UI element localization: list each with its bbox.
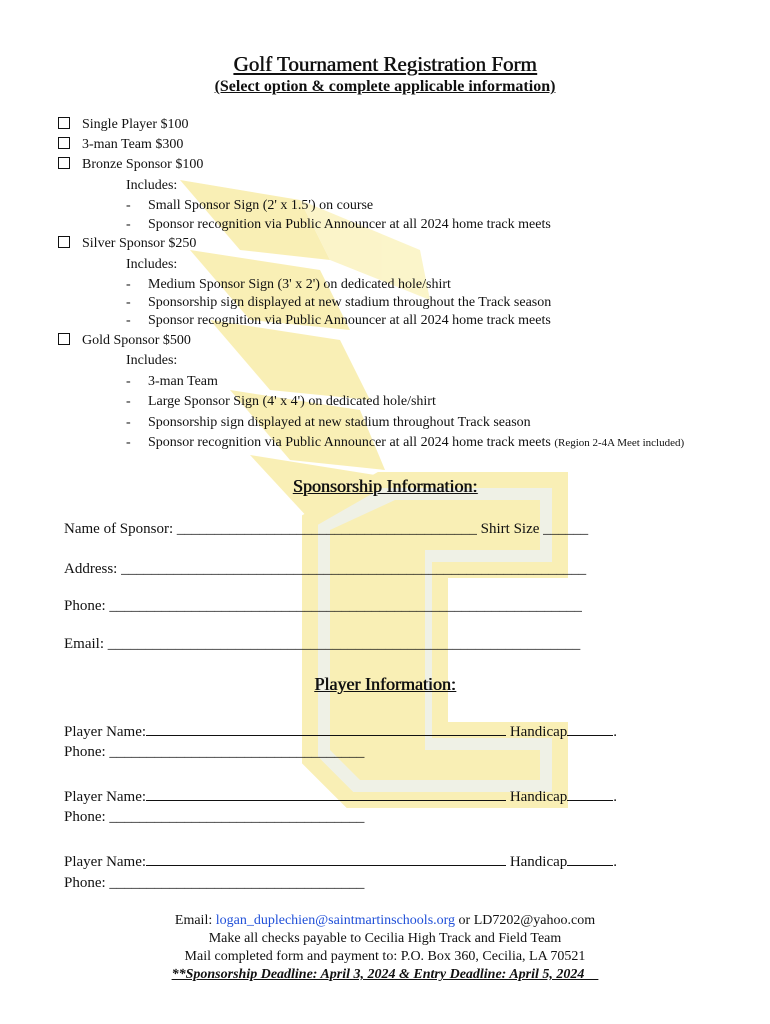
- checkbox-gold-sponsor[interactable]: [58, 333, 70, 345]
- includes-label: Includes:: [126, 257, 178, 272]
- sponsor-phone-field[interactable]: Phone: _______________________________________________________________: [64, 598, 582, 614]
- checkbox-silver-sponsor[interactable]: [58, 236, 70, 248]
- player-phone-field-2[interactable]: Phone: __________________________________: [64, 809, 365, 825]
- list-item: - Large Sponsor Sign (4' x 4') on dedicated hole/shirt: [126, 394, 436, 409]
- list-item: - Medium Sponsor Sign (3' x 2') on dedicated hole/shirt: [126, 277, 451, 292]
- list-item: - Sponsor recognition via Public Announcer at all 2024 home track meets (Region 2-4A Meet included): [126, 435, 685, 450]
- player-name-field-1[interactable]: Player Name: Handicap .: [64, 721, 617, 742]
- mailing-address-line: Mail completed form and payment to: P.O. Box 360, Cecilia, LA 70521: [184, 949, 586, 964]
- includes-label: Includes:: [126, 353, 178, 368]
- player-phone-field-1[interactable]: Phone: __________________________________: [64, 744, 365, 760]
- option-label: 3-man Team $300: [82, 137, 184, 152]
- form-title: Golf Tournament Registration Form: [233, 52, 537, 76]
- checkbox-single-player[interactable]: [58, 117, 70, 129]
- region-meet-note: (Region 2-4A Meet included): [554, 437, 685, 449]
- option-label: Single Player $100: [82, 117, 189, 132]
- deadline-line: **Sponsorship Deadline: April 3, 2024 & Entry Deadline: April 5, 2024: [171, 967, 585, 982]
- sponsor-email-field[interactable]: Email: _______________________________________________________________: [64, 636, 581, 652]
- list-item: - Sponsorship sign displayed at new stadium throughout the Track season: [126, 295, 552, 310]
- option-label: Gold Sponsor $500: [82, 333, 191, 348]
- option-single-player[interactable]: [58, 116, 189, 134]
- player-name-field-2[interactable]: Player Name: Handicap .: [64, 786, 617, 807]
- list-item: - Small Sponsor Sign (2' x 1.5') on course: [126, 198, 374, 213]
- deadline-line-wrap: **Sponsorship Deadline: April 3, 2024 & Entry Deadline: April 5, 2024__: [171, 967, 599, 982]
- player-phone-field-3[interactable]: Phone: __________________________________: [64, 875, 365, 891]
- option-gold-sponsor[interactable]: [58, 332, 191, 350]
- option-bronze-sponsor[interactable]: [58, 156, 203, 174]
- sponsorship-section-title: Sponsorship Information:: [292, 476, 478, 496]
- checkbox-3-man-team[interactable]: [58, 137, 70, 149]
- contact-email-line: Email: logan_duplechien@saintmartinschools.org or LD7202@yahoo.com: [174, 913, 596, 928]
- option-3-man-team[interactable]: [58, 136, 183, 154]
- option-silver-sponsor[interactable]: [58, 235, 196, 253]
- player-name-field-3[interactable]: Player Name: Handicap .: [64, 851, 617, 872]
- email-link[interactable]: logan_duplechien@saintmartinschools.org: [215, 913, 456, 928]
- option-label: Silver Sponsor $250: [82, 236, 197, 251]
- list-item: - 3-man Team: [126, 374, 218, 389]
- sponsor-address-field[interactable]: Address: ______________________________________________________________: [64, 561, 587, 577]
- sponsor-name-field[interactable]: Name of Sponsor: ________________________________________ Shirt Size ______: [64, 521, 589, 537]
- form-subtitle: (Select option & complete applicable information): [214, 78, 556, 95]
- shirt-size-field[interactable]: Shirt Size ______: [480, 521, 589, 537]
- list-item: - Sponsor recognition via Public Announcer at all 2024 home track meets: [126, 313, 551, 328]
- checks-payable-line: Make all checks payable to Cecilia High Track and Field Team: [208, 931, 562, 946]
- list-item: - Sponsorship sign displayed at new stadium throughout Track season: [126, 415, 531, 430]
- checkbox-bronze-sponsor[interactable]: [58, 157, 70, 169]
- includes-label: Includes:: [126, 178, 178, 193]
- player-section-title: Player Information:: [314, 674, 456, 694]
- option-label: Bronze Sponsor $100: [82, 157, 204, 172]
- list-item: - Sponsor recognition via Public Announcer at all 2024 home track meets: [126, 217, 551, 232]
